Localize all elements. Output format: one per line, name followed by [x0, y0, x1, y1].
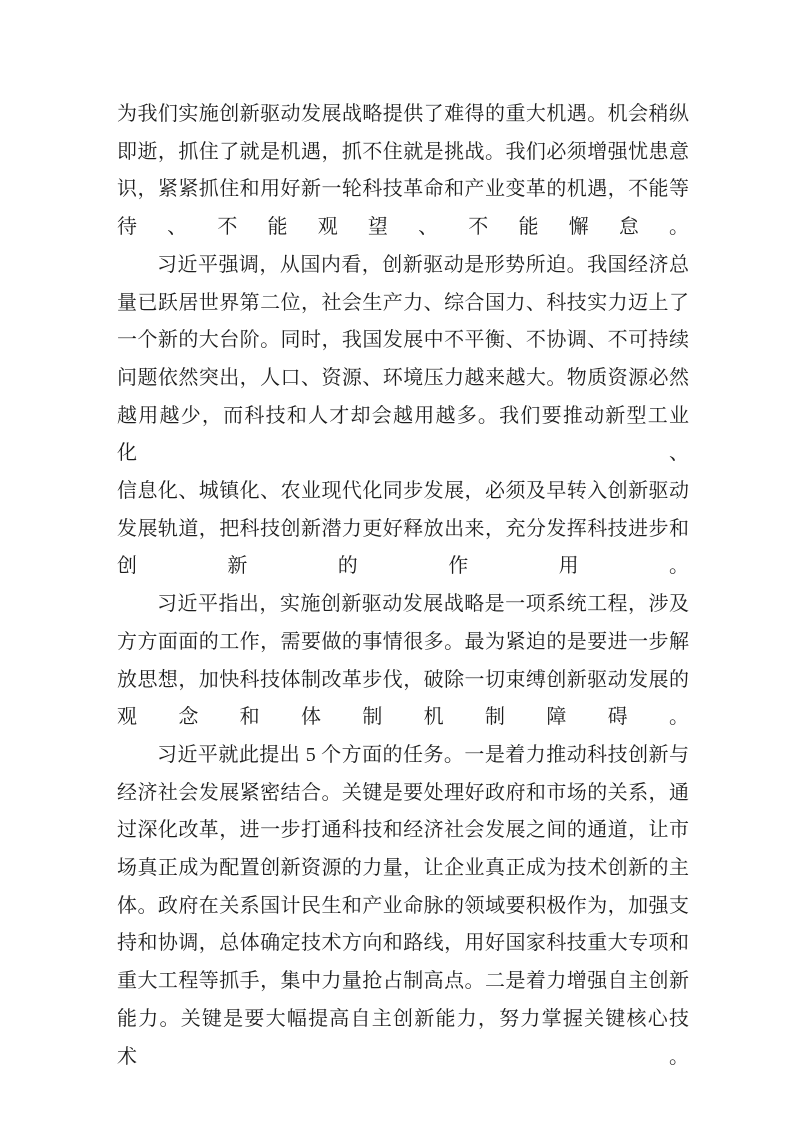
text-line: 经济社会发展紧密结合。关键是要处理好政府和市场的关系，通 [117, 781, 689, 804]
text-line: 观念和体制机制障碍。 [117, 706, 689, 729]
text-line: 为我们实施创新驱动发展战略提供了难得的重大机遇。机会稍纵 [117, 103, 689, 125]
document-text [117, 96, 689, 1076]
text-line: 重大工程等抓手，集中力量抢占制高点。二是着力增强自主创新 [117, 970, 689, 993]
paragraph [117, 586, 689, 737]
paragraph [117, 247, 689, 586]
text-line: 方方面面的工作，需要做的事情很多。最为紧迫的是要进一步解 [117, 630, 689, 653]
text-line: 待、不能观望、不能懈怠。 [117, 216, 689, 239]
text-line: 即逝，抓住了就是机遇，抓不住就是挑战。我们必须增强忧患意 [117, 140, 689, 163]
text-line: 体。政府在关系国计民生和产业命脉的领域要积极作为，加强支 [117, 894, 689, 917]
text-line: 识，紧紧抓住和用好新一轮科技革命和产业变革的机遇，不能等 [117, 178, 689, 201]
text-line: 放思想，加快科技体制改革步伐，破除一切束缚创新驱动发展的 [117, 668, 689, 691]
text-line: 问题依然突出，人口、资源、环境压力越来越大。物质资源必然 [117, 366, 689, 389]
text-line: 习近平强调，从国内看，创新驱动是形势所迫。我国经济总 [157, 253, 689, 276]
text-line: 创新的作用。 [117, 555, 689, 578]
text-line: 一个新的大台阶。同时，我国发展中不平衡、不协调、不可持续 [117, 329, 689, 352]
text-line: 习近平就此提出 5 个方面的任务。一是着力推动科技创新与 [157, 743, 689, 766]
text-line: 能力。关键是要大幅提高自主创新能力，努力掌握关键核心技术。 [117, 1007, 689, 1068]
paragraph [117, 737, 689, 1076]
paragraph [117, 96, 689, 247]
text-line: 过深化改革，进一步打通科技和经济社会发展之间的通道，让市 [117, 819, 689, 842]
text-line: 信息化、城镇化、农业现代化同步发展，必须及早转入创新驱动 [117, 480, 689, 503]
text-line: 持和协调，总体确定技术方向和路线，用好国家科技重大专项和 [117, 932, 689, 955]
text-line: 场真正成为配置创新资源的力量，让企业真正成为技术创新的主 [117, 857, 689, 880]
text-line: 习近平指出，实施创新驱动发展战略是一项系统工程，涉及 [157, 593, 689, 616]
text-line: 量已跃居世界第二位，社会生产力、综合国力、科技实力迈上了 [117, 291, 689, 314]
text-line: 越用越少，而科技和人才却会越用越多。我们要推动新型工业化、 [117, 404, 689, 465]
text-line: 发展轨道，把科技创新潜力更好释放出来，充分发挥科技进步和 [117, 517, 689, 540]
